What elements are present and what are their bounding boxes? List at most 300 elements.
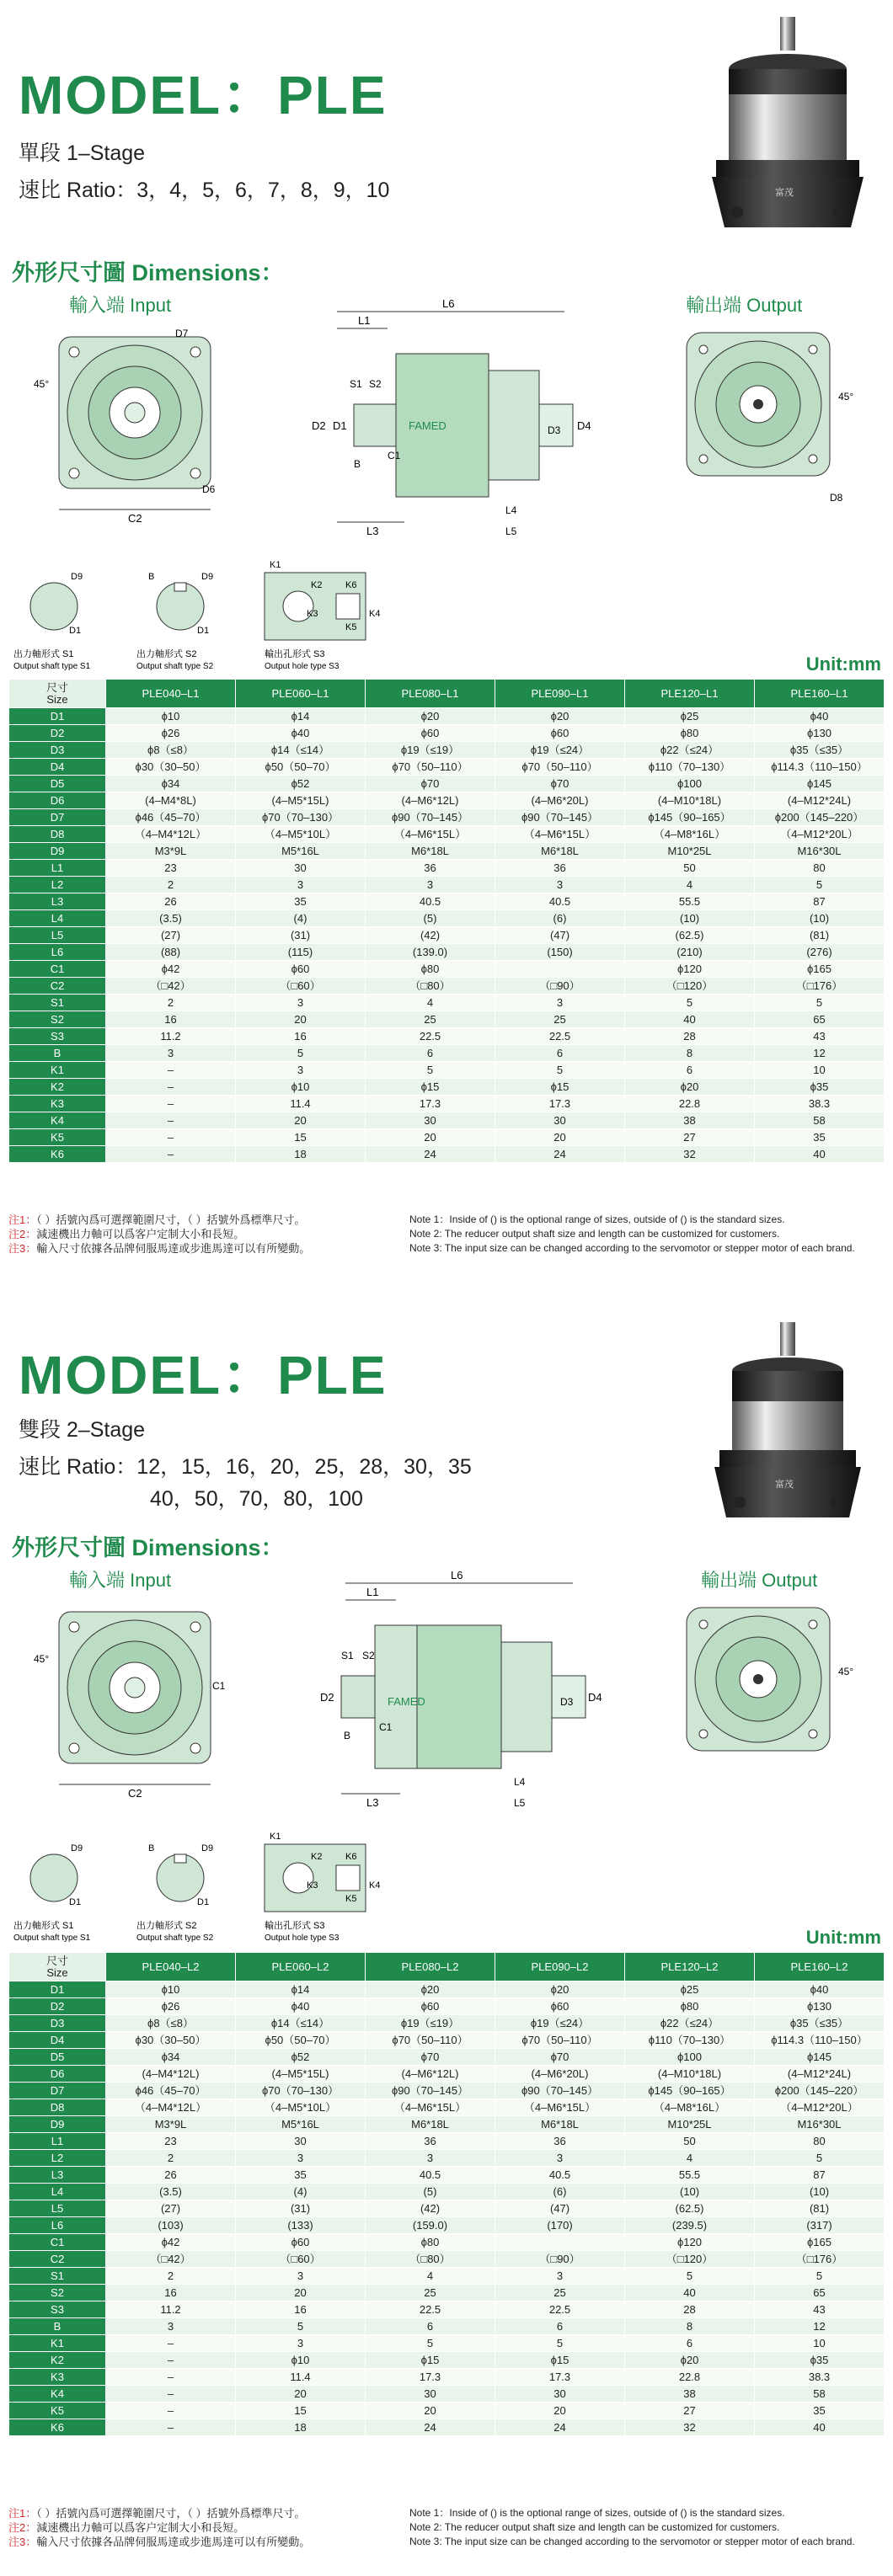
row-label: C1 (9, 961, 106, 978)
row-label: D4 (9, 759, 106, 776)
svg-text:45°: 45° (838, 1666, 854, 1677)
row-label: D3 (9, 742, 106, 759)
svg-text:D1: D1 (197, 1897, 210, 1907)
row-label: S2 (9, 1011, 106, 1028)
table-cell: 24 (366, 2419, 495, 2436)
table-cell: (4–M6*12L) (366, 2066, 495, 2083)
table-cell: 16 (236, 1028, 366, 1045)
table-cell: 27 (625, 1129, 755, 1146)
table-row (9, 2419, 885, 2436)
table-cell: 20 (366, 1129, 495, 1146)
table-cell: 40.5 (366, 893, 495, 910)
table-row (9, 2083, 885, 2099)
svg-text:45°: 45° (34, 1653, 50, 1665)
table-cell: 5 (236, 2318, 366, 2335)
table-cell: 3 (106, 1045, 236, 1062)
table-cell: ϕ70（70–130） (236, 809, 366, 826)
table-cell: – (106, 2352, 236, 2369)
table-cell: (139.0) (366, 944, 495, 961)
table-row (9, 1045, 885, 1062)
table-cell: 10 (755, 1062, 885, 1079)
table-cell: 5 (755, 2268, 885, 2285)
output-end-drawing (666, 1595, 868, 1805)
table-cell: 24 (495, 2419, 625, 2436)
table-cell: ϕ35 (755, 1079, 885, 1096)
svg-text:B: B (148, 572, 155, 582)
table-cell: 40 (755, 1146, 885, 1163)
table-row (9, 2386, 885, 2403)
svg-text:S1: S1 (350, 378, 362, 390)
ratio-line-2: 40，50，70，80，100 (150, 1487, 363, 1511)
stage-line: 雙段 2–Stage (19, 1418, 146, 1442)
table-cell: ϕ19（≤19） (366, 2015, 495, 2032)
table-cell: ϕ90（70–145） (495, 809, 625, 826)
table-cell: 22.5 (366, 2301, 495, 2318)
table-cell: (170) (495, 2217, 625, 2234)
table-row (9, 961, 885, 978)
notes-en (409, 1213, 855, 1256)
row-label: D8 (9, 826, 106, 843)
table-cell: 32 (625, 1146, 755, 1163)
model-column-header: PLE120–L2 (625, 1953, 755, 1981)
stage-line: 單段 1–Stage (19, 141, 146, 165)
table-cell: （4–M8*16L） (625, 2099, 755, 2116)
hole-s3-cn: 輸出孔形式 S3 (265, 649, 325, 659)
model-title: MODEL：PLE (19, 1345, 388, 1405)
table-cell: ϕ70（50–110） (495, 2032, 625, 2049)
table-cell: 25 (366, 1011, 495, 1028)
table-cell: ϕ19（≤24） (495, 742, 625, 759)
table-cell: 2 (106, 995, 236, 1011)
svg-text:富茂: 富茂 (775, 188, 794, 198)
table-cell: M6*18L (495, 843, 625, 860)
table-cell: – (106, 1129, 236, 1146)
table-row (9, 2066, 885, 2083)
table-cell: (47) (495, 2200, 625, 2217)
row-label: D6 (9, 2066, 106, 2083)
model-column-header: PLE040–L2 (106, 1953, 236, 1981)
table-cell: ϕ60 (495, 725, 625, 742)
row-label: K6 (9, 1146, 106, 1163)
table-cell: 20 (366, 2403, 495, 2419)
svg-text:L5: L5 (505, 525, 517, 537)
svg-text:富茂: 富茂 (775, 1480, 794, 1490)
svg-text:D9: D9 (71, 1843, 83, 1853)
row-label: D7 (9, 809, 106, 826)
table-cell: 24 (495, 1146, 625, 1163)
table-cell: 40.5 (366, 2167, 495, 2184)
table-cell: (4–M6*12L) (366, 792, 495, 809)
table-cell: 16 (106, 1011, 236, 1028)
table-cell: 5 (495, 1062, 625, 1079)
row-label: K1 (9, 2335, 106, 2352)
row-label: D9 (9, 2116, 106, 2133)
table-cell: ϕ30（30–50） (106, 759, 236, 776)
table-row (9, 2015, 885, 2032)
svg-text:L3: L3 (366, 525, 379, 537)
table-cell: – (106, 2419, 236, 2436)
table-cell: 25 (366, 2285, 495, 2301)
table-cell: (4) (236, 910, 366, 927)
table-row (9, 2234, 885, 2251)
table-cell: ϕ90（70–145） (366, 2083, 495, 2099)
table-cell: 35 (755, 2403, 885, 2419)
gearbox-product-image (699, 1322, 876, 1533)
row-label: D8 (9, 2099, 106, 2116)
row-label: K3 (9, 1096, 106, 1112)
dimensions-title: 外形尺寸圖 Dimensions： (12, 260, 284, 285)
model-column-header: PLE090–L2 (495, 1953, 625, 1981)
row-label: D5 (9, 2049, 106, 2066)
table-cell: (42) (366, 927, 495, 944)
table-row (9, 877, 885, 893)
table-cell: (88) (106, 944, 236, 961)
table-cell: ϕ60 (236, 961, 366, 978)
table-cell: （□176） (755, 2251, 885, 2268)
table-row (9, 1079, 885, 1096)
table-cell: 8 (625, 2318, 755, 2335)
table-cell: (210) (625, 944, 755, 961)
row-label: L4 (9, 2184, 106, 2200)
table-cell: ϕ120 (625, 961, 755, 978)
table-cell: (276) (755, 944, 885, 961)
table-cell: ϕ40 (755, 1981, 885, 1998)
table-cell: 23 (106, 860, 236, 877)
table-row (9, 725, 885, 742)
svg-text:C2: C2 (128, 512, 142, 525)
table-row (9, 2200, 885, 2217)
table-cell: 11.4 (236, 1096, 366, 1112)
model-column-header: PLE040–L1 (106, 680, 236, 708)
table-cell: 36 (366, 2133, 495, 2150)
row-label: C2 (9, 2251, 106, 2268)
table-cell: ϕ10 (236, 2352, 366, 2369)
table-cell: (81) (755, 927, 885, 944)
table-cell: M10*25L (625, 843, 755, 860)
table-header-row (9, 680, 885, 708)
table-cell (495, 2234, 625, 2251)
table-cell: ϕ15 (495, 2352, 625, 2369)
table-cell: – (106, 1062, 236, 1079)
table-cell: 23 (106, 2133, 236, 2150)
table-cell: (4–M10*18L) (625, 2066, 755, 2083)
table-cell: – (106, 1146, 236, 1163)
table-cell: ϕ80 (366, 961, 495, 978)
table-cell: 50 (625, 860, 755, 877)
table-cell (495, 961, 625, 978)
svg-text:C1: C1 (388, 450, 401, 461)
table-cell: ϕ42 (106, 961, 236, 978)
table-cell: (6) (495, 910, 625, 927)
table-cell: 20 (495, 1129, 625, 1146)
table-row (9, 1998, 885, 2015)
table-row (9, 2301, 885, 2318)
shaft-s1-en: Output shaft type S1 (13, 662, 91, 671)
table-cell: 80 (755, 860, 885, 877)
table-cell: (31) (236, 2200, 366, 2217)
table-cell: (5) (366, 2184, 495, 2200)
table-cell: 28 (625, 1028, 755, 1045)
row-label: K2 (9, 1079, 106, 1096)
row-label: L3 (9, 893, 106, 910)
table-row (9, 1028, 885, 1045)
table-cell: (81) (755, 2200, 885, 2217)
output-end-drawing (666, 320, 868, 531)
table-cell: 26 (106, 893, 236, 910)
table-cell: 3 (495, 2268, 625, 2285)
table-cell: 2 (106, 2150, 236, 2167)
shaft-s2-cn: 出力軸形式 S2 (136, 1921, 197, 1931)
table-row (9, 910, 885, 927)
table-row (9, 1112, 885, 1129)
table-cell: 38.3 (755, 2369, 885, 2386)
table-cell: (4) (236, 2184, 366, 2200)
table-cell: 8 (625, 1045, 755, 1062)
table-cell: ϕ200（145–220） (755, 2083, 885, 2099)
table-cell: 17.3 (366, 1096, 495, 1112)
table-cell: 58 (755, 1112, 885, 1129)
table-cell: ϕ35（≤35） (755, 2015, 885, 2032)
table-row (9, 995, 885, 1011)
table-cell: (4–M6*20L) (495, 2066, 625, 2083)
table-cell: 30 (366, 2386, 495, 2403)
table-row (9, 809, 885, 826)
table-cell: (10) (755, 910, 885, 927)
table-row (9, 2285, 885, 2301)
output-label: 輸出端 Output (686, 295, 803, 316)
table-cell: ϕ60 (236, 2234, 366, 2251)
table-cell: 3 (236, 995, 366, 1011)
table-cell: （□120） (625, 978, 755, 995)
table-cell: ϕ20 (625, 2352, 755, 2369)
table-cell: (62.5) (625, 2200, 755, 2217)
table-cell: ϕ26 (106, 725, 236, 742)
table-cell: ϕ46（45–70） (106, 2083, 236, 2099)
table-cell: ϕ8（≤8） (106, 2015, 236, 2032)
table-cell: 6 (366, 2318, 495, 2335)
brand-mark: FAMED (409, 419, 446, 432)
table-row (9, 2335, 885, 2352)
table-cell: ϕ15 (366, 2352, 495, 2369)
table-cell: 4 (625, 877, 755, 893)
table-cell: ϕ70 (495, 2049, 625, 2066)
row-label: K3 (9, 2369, 106, 2386)
svg-text:K6: K6 (345, 580, 357, 590)
input-label: 輸入端 Input (69, 295, 172, 316)
table-cell: ϕ114.3（110–150） (755, 2032, 885, 2049)
table-cell: （4–M12*20L） (755, 826, 885, 843)
table-cell: ϕ30（30–50） (106, 2032, 236, 2049)
table-cell: ϕ25 (625, 1981, 755, 1998)
table-cell: 35 (755, 1129, 885, 1146)
table-cell: – (106, 2335, 236, 2352)
shaft-s2-en: Output shaft type S2 (136, 1933, 214, 1943)
svg-text:K1: K1 (270, 560, 281, 570)
table-cell: 30 (495, 1112, 625, 1129)
table-cell: 3 (366, 877, 495, 893)
section-2-stage (0, 1314, 893, 2576)
table-cell: 15 (236, 2403, 366, 2419)
table-cell: 16 (106, 2285, 236, 2301)
table-cell: – (106, 1079, 236, 1096)
table-cell: ϕ50（50–70） (236, 2032, 366, 2049)
table-row (9, 893, 885, 910)
svg-text:D1: D1 (69, 1897, 82, 1907)
table-cell: （4–M6*15L） (366, 2099, 495, 2116)
table-cell: 24 (366, 1146, 495, 1163)
table-cell: 38 (625, 1112, 755, 1129)
row-label: S1 (9, 2268, 106, 2285)
brand-mark: FAMED (388, 1695, 425, 1708)
table-row (9, 2403, 885, 2419)
svg-text:D1: D1 (333, 419, 347, 432)
size-header: 尺寸 Size (9, 1953, 106, 1981)
row-label: D9 (9, 843, 106, 860)
svg-text:L1: L1 (358, 314, 371, 327)
shaft-s2-en: Output shaft type S2 (136, 662, 214, 671)
table-cell: M5*16L (236, 843, 366, 860)
table-cell: 6 (625, 1062, 755, 1079)
notes-en (409, 2506, 855, 2549)
table-cell: 36 (366, 860, 495, 877)
table-cell: （4–M6*15L） (366, 826, 495, 843)
note-cn-line: 注1：（ ）括號內爲可選擇範圍尺寸，（ ）括號外爲標準尺寸。 (8, 1213, 306, 1226)
row-label: L1 (9, 2133, 106, 2150)
table-cell: M6*18L (366, 843, 495, 860)
table-cell: （□120） (625, 2251, 755, 2268)
table-cell: 30 (495, 2386, 625, 2403)
table-cell: M5*16L (236, 2116, 366, 2133)
shaft-s1-en: Output shaft type S1 (13, 1933, 91, 1943)
table-cell: 5 (495, 2335, 625, 2352)
row-label: K4 (9, 1112, 106, 1129)
ratio-line: 速比 Ratio：12，15，16，20，25，28，30，35 (19, 1455, 472, 1479)
table-cell: （□90） (495, 2251, 625, 2268)
table-cell: （□42） (106, 2251, 236, 2268)
note-en-line: Note 2: The reducer output shaft size and length can be customized for customers. (409, 1228, 780, 1240)
table-row (9, 843, 885, 860)
table-cell: 87 (755, 2167, 885, 2184)
row-label: L6 (9, 944, 106, 961)
table-cell: (3.5) (106, 910, 236, 927)
table-cell: M10*25L (625, 2116, 755, 2133)
table-row (9, 2099, 885, 2116)
svg-text:D3: D3 (548, 424, 561, 436)
table-cell: M3*9L (106, 2116, 236, 2133)
table-row (9, 2217, 885, 2234)
table-cell: 26 (106, 2167, 236, 2184)
table-row (9, 2369, 885, 2386)
row-label: S3 (9, 2301, 106, 2318)
table-cell: ϕ145（90–165） (625, 809, 755, 826)
table-cell: 40 (625, 1011, 755, 1028)
table-cell: 22.8 (625, 1096, 755, 1112)
table-cell: ϕ90（70–145） (366, 809, 495, 826)
table-cell: 25 (495, 2285, 625, 2301)
table-cell: ϕ42 (106, 2234, 236, 2251)
svg-text:K1: K1 (270, 1832, 281, 1842)
svg-text:D9: D9 (201, 572, 214, 582)
svg-text:D6: D6 (202, 483, 216, 495)
table-cell: 12 (755, 2318, 885, 2335)
table-row (9, 978, 885, 995)
table-cell: ϕ20 (366, 1981, 495, 1998)
table-row (9, 742, 885, 759)
table-cell: ϕ25 (625, 708, 755, 725)
row-label: K6 (9, 2419, 106, 2436)
table-cell: 22.8 (625, 2369, 755, 2386)
spec-table-2stage (8, 1952, 885, 2436)
table-cell: 3 (495, 2150, 625, 2167)
table-cell: (3.5) (106, 2184, 236, 2200)
note-cn-line: 注2：減速機出力軸可以爲客户定制大小和長短。 (8, 1228, 245, 1240)
table-cell: 3 (236, 2268, 366, 2285)
svg-text:L6: L6 (451, 1569, 463, 1581)
table-cell: （4–M5*10L） (236, 826, 366, 843)
shaft-s1-cn: 出力軸形式 S1 (13, 1921, 74, 1931)
row-label: L5 (9, 927, 106, 944)
table-cell: 40 (625, 2285, 755, 2301)
hole-s3-cn: 輸出孔形式 S3 (265, 1921, 325, 1931)
table-cell: ϕ60 (366, 1998, 495, 2015)
size-header: 尺寸 Size (9, 680, 106, 708)
table-cell: (42) (366, 2200, 495, 2217)
table-cell: 6 (495, 2318, 625, 2335)
table-cell: 5 (755, 995, 885, 1011)
table-cell: 20 (236, 1011, 366, 1028)
hole-s3-en: Output hole type S3 (265, 662, 340, 671)
table-row (9, 792, 885, 809)
table-row (9, 860, 885, 877)
table-cell: (159.0) (366, 2217, 495, 2234)
table-cell: 16 (236, 2301, 366, 2318)
svg-text:D3: D3 (560, 1696, 574, 1708)
table-cell: ϕ14 (236, 708, 366, 725)
note-cn-line: 注2：減速機出力軸可以爲客户定制大小和長短。 (8, 2521, 245, 2534)
table-cell: ϕ70 (366, 2049, 495, 2066)
table-row (9, 1062, 885, 1079)
table-cell: ϕ110（70–130） (625, 759, 755, 776)
shaft-s2-cn: 出力軸形式 S2 (136, 649, 197, 659)
table-cell: 35 (236, 2167, 366, 2184)
model-column-header: PLE160–L1 (755, 680, 885, 708)
table-cell: 5 (755, 877, 885, 893)
model-title: MODEL：PLE (19, 65, 388, 125)
svg-text:D1: D1 (197, 626, 210, 636)
table-cell: ϕ130 (755, 1998, 885, 2015)
svg-text:S2: S2 (369, 378, 382, 390)
table-cell: M16*30L (755, 2116, 885, 2133)
table-row (9, 944, 885, 961)
table-cell: ϕ34 (106, 776, 236, 792)
table-cell: （□42） (106, 978, 236, 995)
table-cell: ϕ200（145–220） (755, 809, 885, 826)
table-cell: 22.5 (495, 1028, 625, 1045)
table-cell: 55.5 (625, 2167, 755, 2184)
table-row (9, 2150, 885, 2167)
table-cell: (10) (755, 2184, 885, 2200)
table-cell: 20 (495, 2403, 625, 2419)
row-label: L2 (9, 2150, 106, 2167)
table-cell: ϕ114.3（110–150） (755, 759, 885, 776)
table-cell: – (106, 2369, 236, 2386)
table-cell: ϕ130 (755, 725, 885, 742)
table-cell: 5 (755, 2150, 885, 2167)
row-label: D3 (9, 2015, 106, 2032)
gearbox-product-image (699, 17, 876, 244)
notes-cn (8, 2506, 310, 2549)
table-cell: M6*18L (366, 2116, 495, 2133)
